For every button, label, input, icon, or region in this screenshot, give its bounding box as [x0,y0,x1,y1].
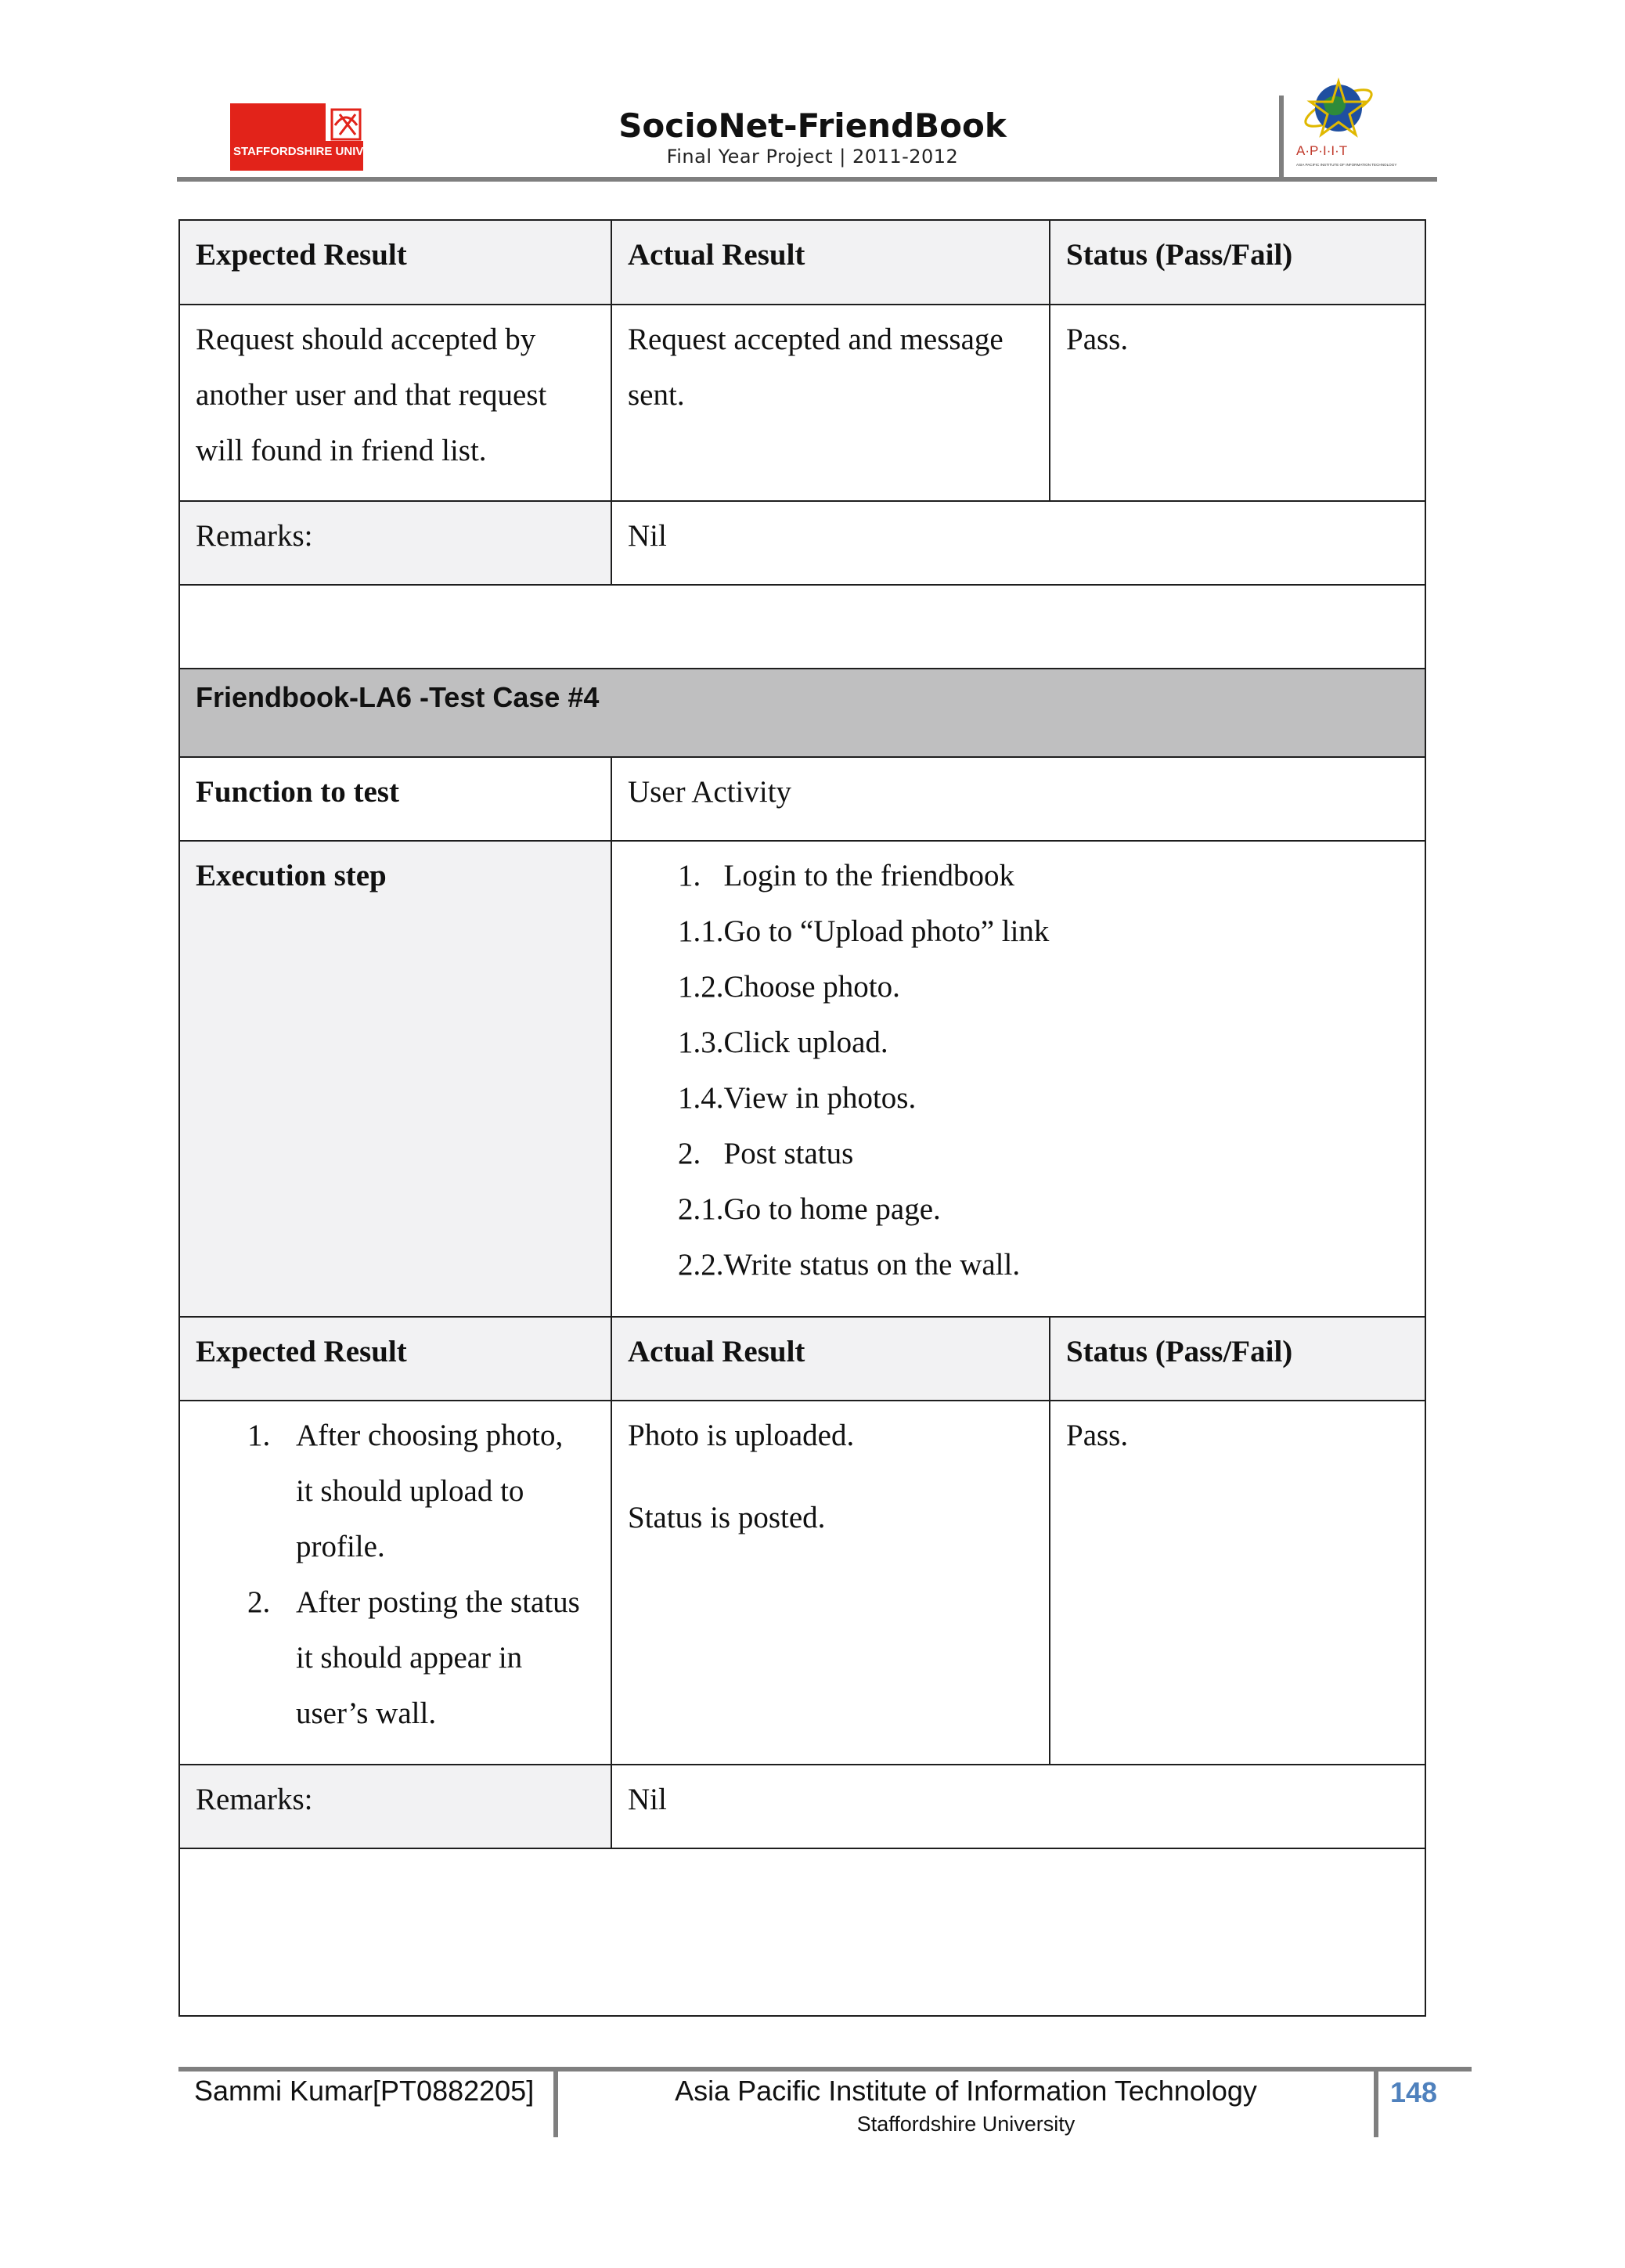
expected-result-line: it should appear in [296,1641,523,1675]
expected-result-line: user’s wall. [296,1696,437,1730]
remarks-value: Nil [611,1765,1425,1848]
execution-label: Execution step [179,841,611,1317]
footer-author: Sammi Kumar[PT0882205] [194,2075,535,2107]
status-cell: Pass. [1050,1401,1425,1765]
execution-step: 2.2.Write status on the wall. [678,1248,1021,1282]
expected-result-line: After posting the status [296,1585,580,1619]
function-row [179,757,1425,841]
execution-step: 1.2.Choose photo. [678,970,900,1004]
remarks-label: Remarks: [179,501,611,585]
expected-result-list [196,1408,595,1741]
execution-steps-cell [611,841,1425,1317]
actual-result-label: Actual Result [611,1317,1050,1401]
apiit-logo-subtext: ASIA PACIFIC INSTITUTE OF INFORMATION TECHNOLOGY [1296,163,1397,167]
spacer-row [179,585,1425,669]
execution-step: 2. Post status [678,1137,854,1170]
apiit-logo [1292,70,1398,177]
remarks-row [179,501,1425,585]
execution-steps-list [628,848,1409,1293]
actual-result-line: sent. [628,378,685,412]
result-row [179,305,1425,501]
actual-result-line: Request accepted and message [628,323,1003,356]
page-number: 148 [1390,2076,1438,2108]
actual-result-cell [611,305,1050,501]
remarks-row [179,1765,1425,1848]
footer-rule [178,2067,1472,2071]
expected-result-line: profile. [296,1530,385,1563]
page-header [0,0,1603,188]
expected-result-line: After choosing photo, [296,1419,564,1452]
apiit-logo-text: A·P·I·I·T [1296,143,1348,158]
result-row [179,1401,1425,1765]
footer-university: Staffordshire University [856,2112,1076,2136]
expected-result-line: will found in friend list. [196,434,487,467]
document-title: SocioNet-FriendBook [618,106,1007,145]
status-label: Status (Pass/Fail) [1050,1317,1425,1401]
spacer-cell [179,1848,1425,2016]
remarks-label: Remarks: [179,1765,611,1848]
expected-result-item [247,1574,595,1741]
function-value: User Activity [611,757,1425,841]
actual-result-line: Photo is uploaded. [628,1419,855,1452]
test-case-title-row [179,669,1425,757]
result-header-row [179,1317,1425,1401]
remarks-value: Nil [611,501,1425,585]
test-case-title: Friendbook-LA6 -Test Case #4 [179,669,1425,757]
status-cell: Pass. [1050,305,1425,501]
item-number: 2. [247,1585,271,1619]
execution-step: 1.3.Click upload. [678,1026,888,1059]
expected-result-line: another user and that request [196,378,547,412]
staffordshire-logo-text: STAFFORDSHIRE UNIVERSITY [233,145,406,158]
header-divider [1279,96,1284,180]
expected-result-cell [179,305,611,501]
execution-step: 1.1.Go to “Upload photo” link [678,914,1050,948]
actual-result-cell [611,1401,1050,1765]
actual-result-line: Status is posted. [628,1501,826,1534]
expected-result-label: Expected Result [179,1317,611,1401]
expected-result-label: Expected Result [179,220,611,305]
spacer-row [179,1848,1425,2016]
expected-result-item [247,1408,595,1574]
test-case-table [178,219,1426,2017]
expected-result-cell [179,1401,611,1765]
spacer-cell [179,585,1425,669]
function-label: Function to test [179,757,611,841]
execution-row [179,841,1425,1317]
expected-result-line: Request should accepted by [196,323,536,356]
document-subtitle: Final Year Project | 2011-2012 [666,146,959,168]
execution-step: 1. Login to the friendbook [678,859,1015,892]
actual-result-label: Actual Result [611,220,1050,305]
execution-step: 1.4.View in photos. [678,1081,917,1115]
footer-institute: Asia Pacific Institute of Information Technology [675,2075,1257,2107]
item-number: 1. [247,1419,271,1452]
footer-divider [1374,2071,1378,2137]
status-label: Status (Pass/Fail) [1050,220,1425,305]
result-header-row [179,220,1425,305]
execution-step: 2.1.Go to home page. [678,1192,941,1226]
expected-result-line: it should upload to [296,1474,524,1508]
header-rule [177,177,1437,182]
